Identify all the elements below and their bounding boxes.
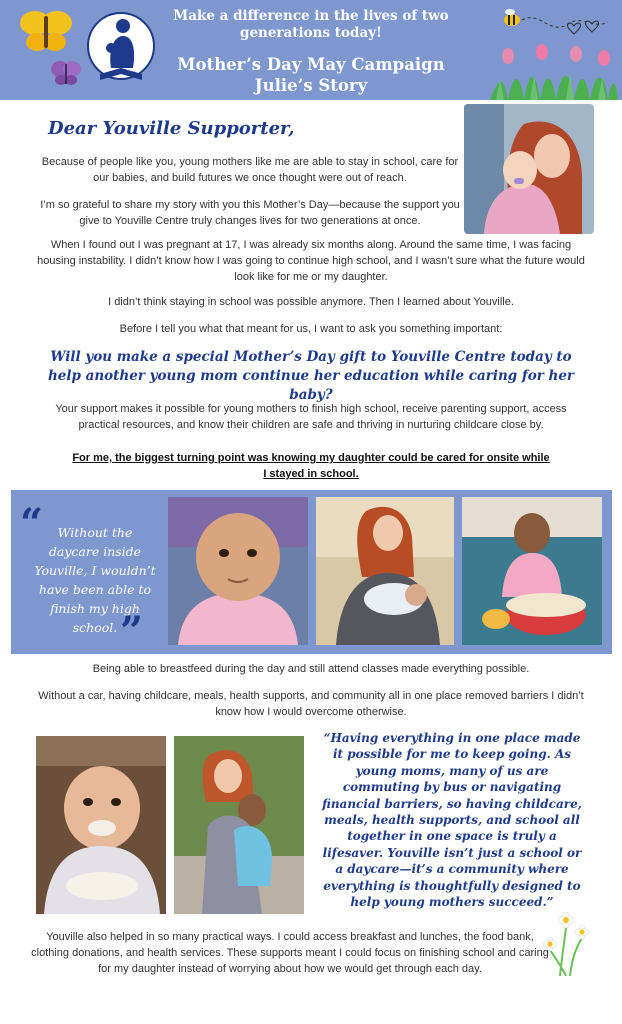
quote-open-icon: “ — [20, 500, 44, 547]
photo-mother-hugging-child — [174, 736, 304, 914]
bee-icon — [504, 9, 520, 26]
campaign-title-line2: Julie’s Story — [254, 76, 368, 95]
logo-mother-child-icon — [86, 10, 156, 88]
paragraph-6: Your support makes it possible for young mothers to finish high school, receive parenting support, access practical resources, and know their children are safe and thriving in nurturing childcare close by. — [55, 403, 567, 431]
header-banner — [0, 0, 622, 100]
paragraph-8: Without a car, having childcare, meals, health supports, and community all in one place removed barriers I didn’t know how I would overcome otherwise. — [38, 690, 584, 718]
donation-appeal: Will you make a special Mother’s Day gift to Youville Centre today to help another young mom continue her education while caring for her baby? — [47, 349, 575, 403]
salutation: Dear Youville Supporter, — [48, 118, 295, 139]
featured-quote: “Having everything in one place made it possible for me to keep going. As young moms, many of us are commuting by bus or navigating financial barriers, so having childcare, meals, health supports, and school all together in one space is truly a lifesaver. Youville isn’t just a school or a daycare—it’s a community where everything is thoughtfully designed to help young mothers succeed.” — [322, 731, 582, 910]
photo-baby-pink — [168, 497, 308, 645]
butterfly-icon — [50, 58, 82, 88]
butterfly-icon — [18, 8, 74, 54]
campaign-title — [150, 54, 472, 96]
quote-close-icon: ” — [120, 608, 144, 655]
photo-baby-cake — [36, 736, 166, 914]
campaign-title-line1: Mother’s Day May Campaign — [177, 55, 445, 74]
photo-mother-and-baby — [464, 104, 594, 234]
paragraph-2: I’m so grateful to share my story with you this Mother’s Day—because the support you give to Youville Centre truly changes lives for two generations at once. — [40, 199, 460, 227]
paragraph-7: Being able to breastfeed during the day and still attend classes made everything possible. — [92, 663, 530, 675]
paragraph-3: When I found out I was pregnant at 17, I was already six months along. Around the same time, I was facing housing instability. I didn’t know how I was going to continue high school, and I wasn’t sure what the future would look like for me or my daughter. — [37, 239, 585, 283]
turning-point-statement: For me, the biggest turning point was knowing my daughter could be cared for onsite while I stayed in school. — [72, 452, 550, 480]
photo-baby-drum — [462, 497, 602, 645]
band-quote: Without the daycare inside Youville, I wouldn’t have been able to finish my high school. — [34, 525, 156, 635]
paragraph-5: Before I tell you what that meant for us, I want to ask you something important: — [119, 323, 503, 335]
paragraph-4: I didn’t think staying in school was possible anymore. Then I learned about Youville. — [108, 296, 514, 308]
paragraph-9: Youville also helped in so many practical ways. I could access breakfast and lunches, the food bank, clothing donations, and health services. These supports meant I could focus on finishing school and caring for my daughter instead of worrying about how we would get through each day. — [31, 931, 549, 975]
header-tagline: Make a difference in the lives of two generations today! — [173, 8, 449, 41]
paragraph-1: Because of people like you, young mothers like me are able to stay in school, care for our babies, and build futures we once thought were out of reach. — [41, 156, 459, 184]
tulips-icon — [490, 4, 618, 100]
photo-breastfeeding — [316, 497, 454, 645]
